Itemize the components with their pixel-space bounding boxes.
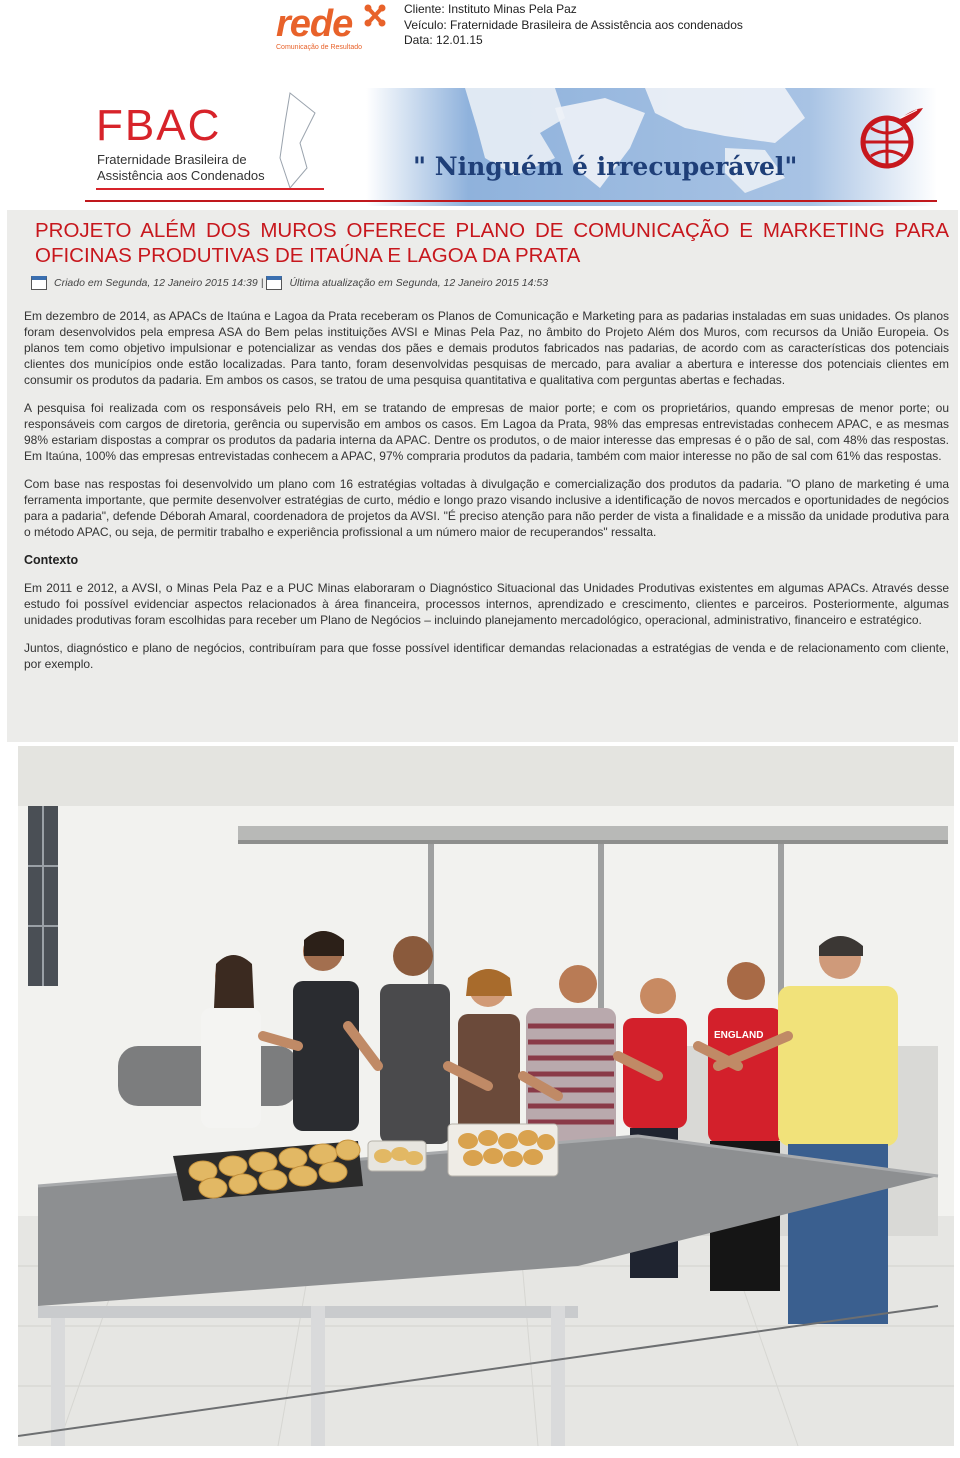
article-paragraph: Com base nas respostas foi desenvolvido um plano com 16 estratégias voltadas à divulgação e comercialização dos produtos da padaria. "O plano de marketing é uma ferramenta importante, que permite desenvolver estratégias de curto, médio e longo prazo visando inclusive a identificação de novos mercados e oportunidades de negócios para a padaria", defende Déborah Amaral, coordenadora de projetos da AVSI. "É preciso atenção para não perder de vista a finalidade e a missão da unidade produtiva para o método APAC, ou seja, de permitir trabalho e experiência profissional a um número maior de recuperandos" ressalta.: [24, 477, 949, 539]
calendar-icon: [266, 276, 282, 290]
article-meta: [31, 276, 548, 290]
globe-wheat-icon: [857, 104, 927, 174]
article-paragraph: A pesquisa foi realizada com os responsáveis pelo RH, em se tratando de empresas de maior porte; e com os proprietários, quando empresas de menor porte; ou responsáveis com cargos de diretoria, gerência ou supervisão em ambos os casos. Em Lagoa da Prata, 98% das empresas entrevistadas conhecem APAC, e as mesmas 98% estariam dispostas a comprar os produtos da padaria interna da APAC. Dentre os produtos, o de maior interesse das empresas é o pão de sal, com 48% das respostas. Em Itaúna, 100% das empresas entrevistadas conhecem a APAC, 97% compraria produtos da padaria, também com maior interesse no pão de sal com 61% das respostas.: [24, 401, 949, 463]
meta-separator: |: [260, 277, 264, 289]
fbac-banner: [85, 88, 937, 206]
clipping-metadata: [404, 2, 743, 49]
clipping-client: Cliente: Instituto Minas Pela Paz: [404, 2, 577, 16]
fbac-logo-word: FBAC: [96, 101, 222, 150]
clipping-vehicle: Veículo: Fraternidade Brasileira de Assistência aos condenados: [404, 17, 743, 32]
banner-bottom-line: [85, 200, 937, 202]
article-body: [24, 308, 949, 684]
fbac-subtitle-line1: Fraternidade Brasileira de: [97, 152, 247, 167]
article-paragraph: Em dezembro de 2014, as APACs de Itaúna e Lagoa da Prata receberam os Planos de Comunicação e Marketing para as padarias instaladas em suas unidades. Os planos foram desenvolvidos pela empresa ASA do Bem pelas instituições AVSI e Minas Pela Paz, no âmbito do Projeto Além dos Muros, com recursos da União Europeia. Os planos tem como objetivo impulsionar e potencializar as vendas dos pães e demais produtos fabricados nas padarias, de acordo com as características dos potenciais clientes dos municípios onde estão localizadas. Para tanto, foram desenvolvidas pesquisas de mercado, para avaliar a abertura e interesse dos potenciais clientes em consumir os produtos da padaria. Em ambos os casos, se tratou de uma pesquisa quantitativa e qualitativa com perguntas abertas e fechadas.: [24, 309, 949, 387]
fbac-subtitle-line2: Assistência aos Condenados: [97, 168, 265, 183]
clipping-date: Data: 12.01.15: [404, 33, 483, 47]
rede-logo: [272, 2, 392, 56]
article-paragraph: Juntos, diagnóstico e plano de negócios, contribuíram para que fosse possível identificar demandas relacionadas a estratégias de venda e de relacionamento com cliente, por exemplo.: [24, 641, 949, 671]
article-updated: Última atualização em Segunda, 12 Janeiro 2015 14:53: [289, 277, 549, 289]
article-paragraph: Em 2011 e 2012, a AVSI, o Minas Pela Paz e a PUC Minas elaboraram o Diagnóstico Situacional das Unidades Produtivas existentes em algumas APACs. Através desse estudo foi possível evidenciar aspectos relacionados à área financeira, processos internos, aprendizado e crescimento, clientes e parceiros. Posteriormente, algumas unidades produtivas foram escolhidas para receber um Plano de Negócios – incluindo planejamento mercadológico, operacional, administrativo, financeiro e estratégico.: [24, 581, 949, 627]
article-subheading: Contexto: [24, 553, 79, 567]
banner-slogan: " Ninguém é irrecuperável": [413, 152, 798, 181]
rede-tagline: Comunicação de Resultado: [276, 44, 362, 51]
article-created: Criado em Segunda, 12 Janeiro 2015 14:39: [54, 277, 258, 289]
photo-illustration: [18, 746, 954, 1446]
article-title[interactable]: PROJETO ALÉM DOS MUROS OFERECE PLANO DE COMUNICAÇÃO E MARKETING PARA OFICINAS PRODUTIVAS DE ITAÚNA E LAGOA DA PRATA: [35, 219, 949, 267]
rede-logo-word: rede: [276, 3, 353, 45]
fbac-logo-subtitle: [97, 152, 265, 184]
rede-cross-icon: [360, 2, 390, 30]
shirt-text: ENGLAND: [714, 1030, 764, 1041]
calendar-icon: [31, 276, 47, 290]
bakery-group-photo: [18, 746, 954, 1446]
fbac-underline: [96, 188, 324, 190]
article-panel: [7, 210, 958, 742]
